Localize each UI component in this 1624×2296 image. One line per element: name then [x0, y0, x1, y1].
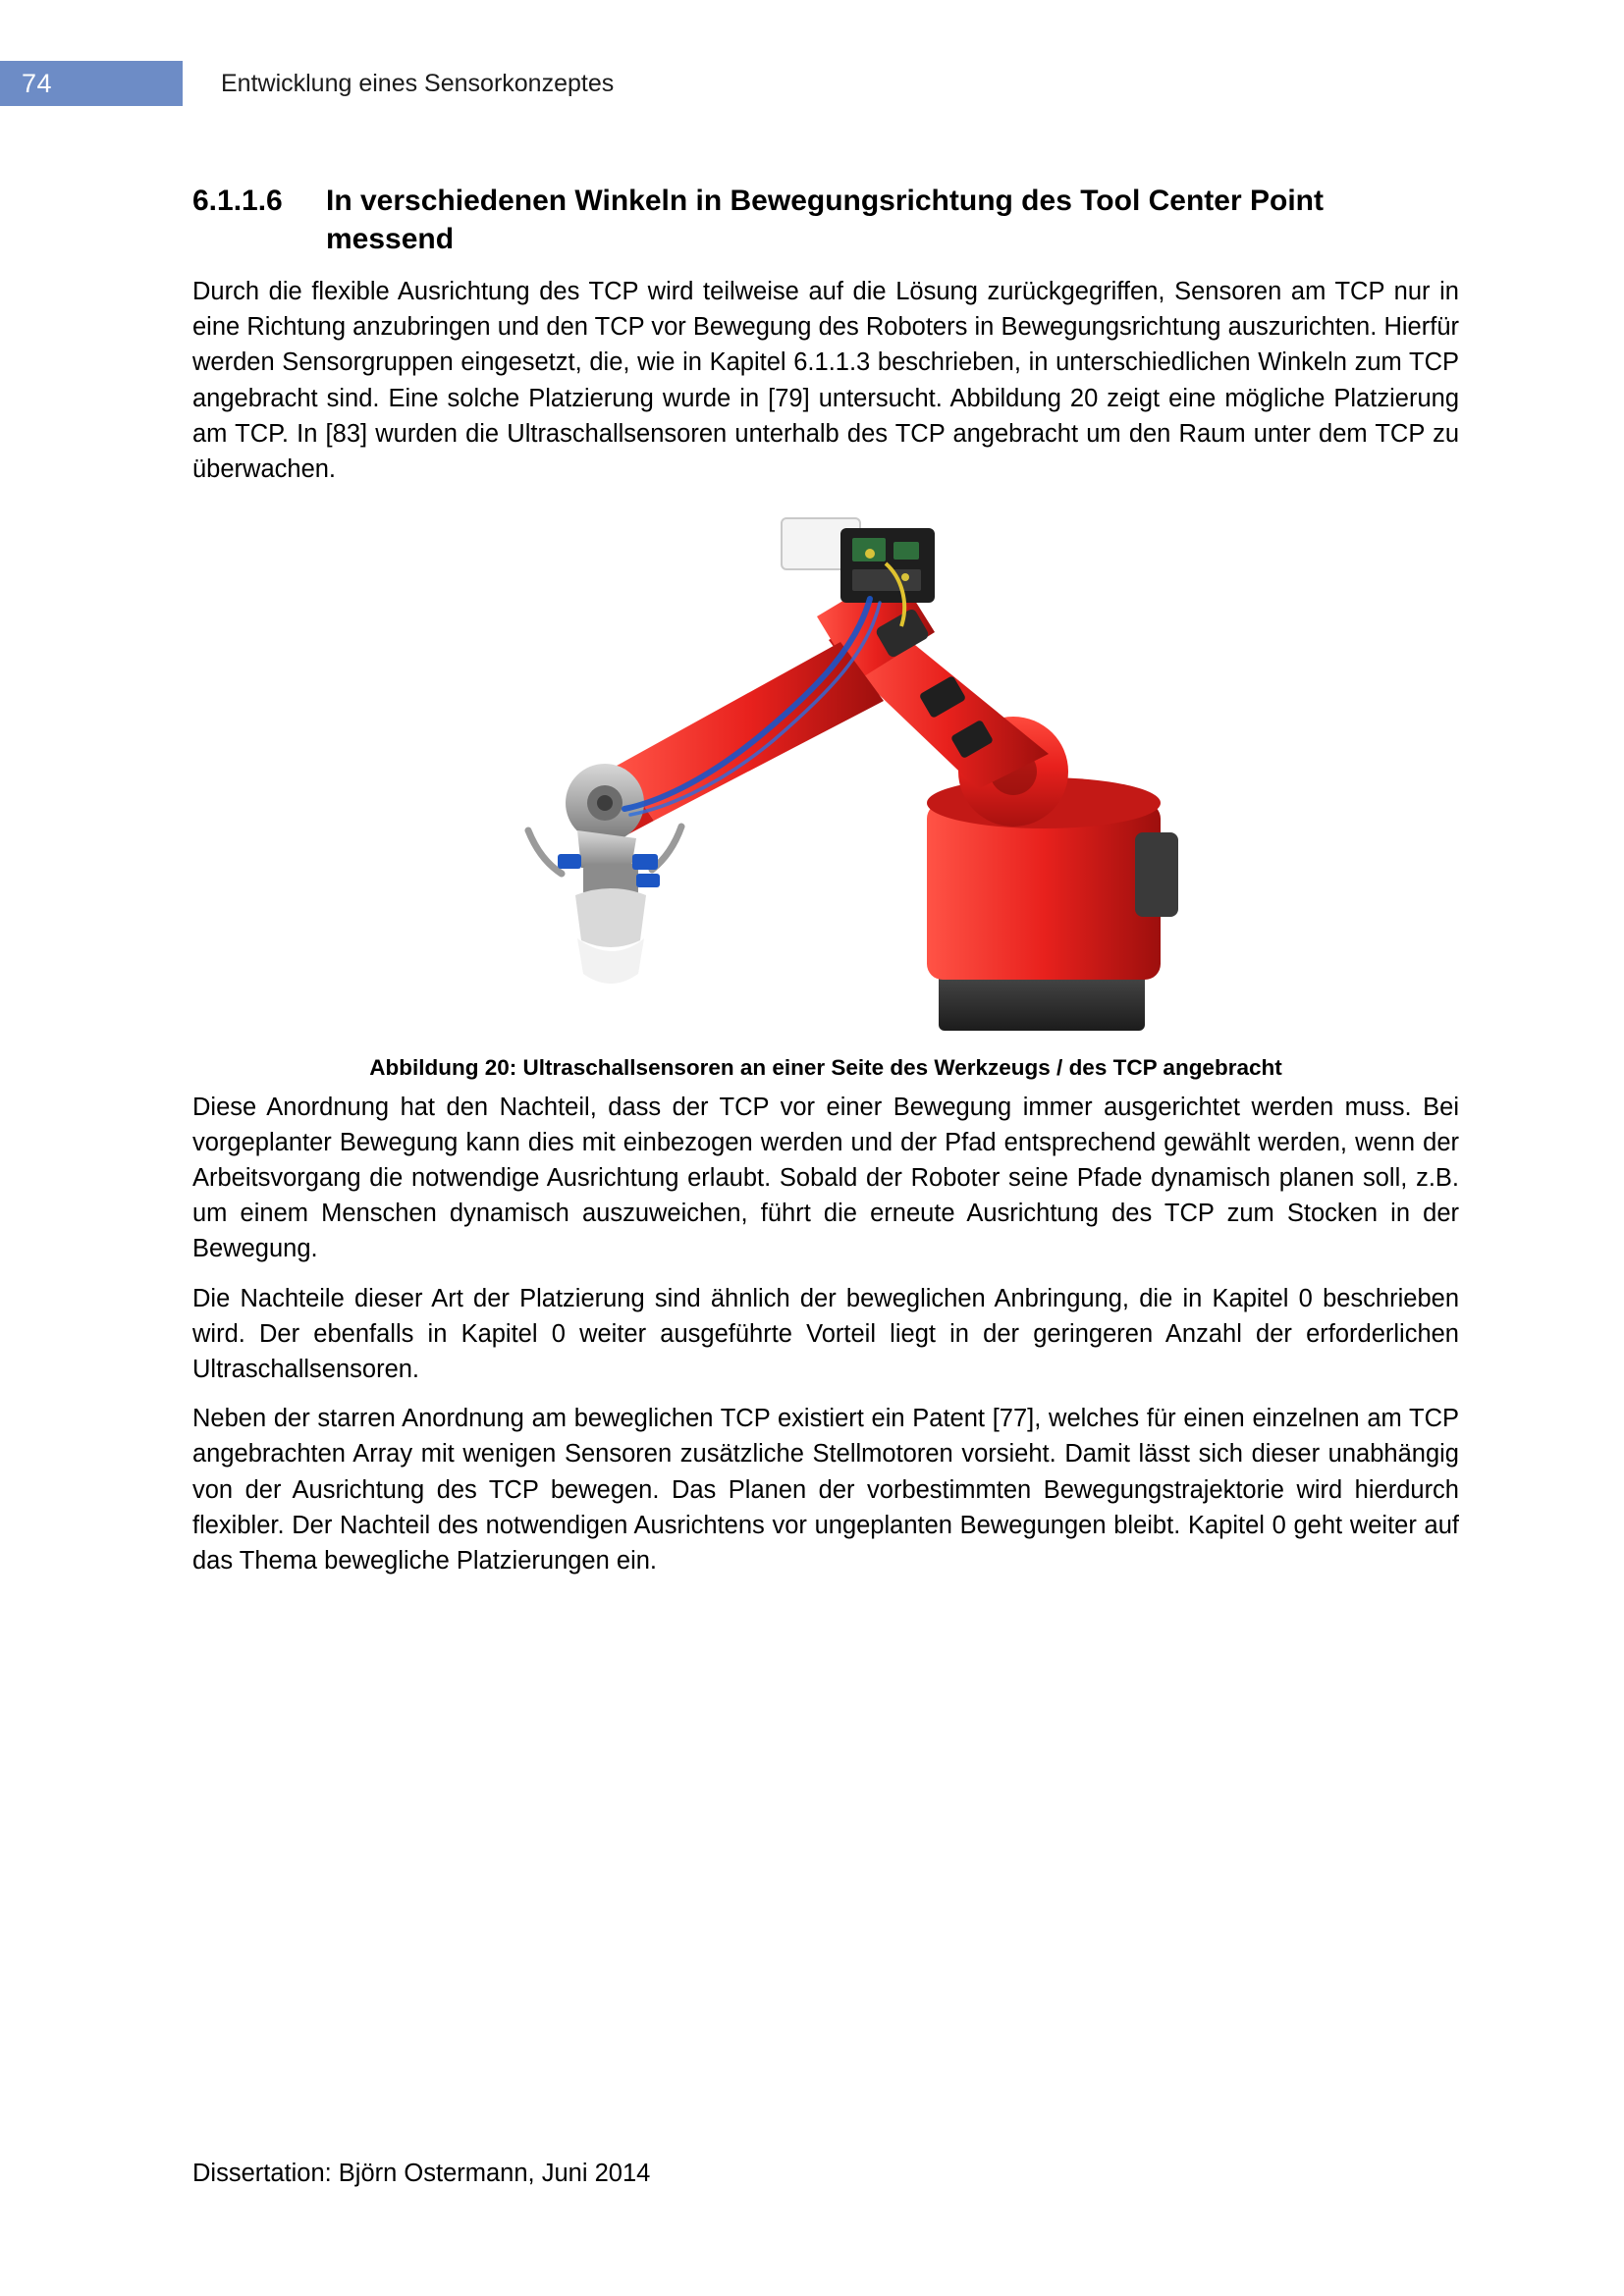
page-number: 74 [0, 61, 183, 106]
page-footer: Dissertation: Björn Ostermann, Juni 2014 [192, 2160, 651, 2187]
figure-caption: Abbildung 20: Ultraschallsensoren an einer Seite des Werkzeugs / des TCP angebracht [369, 1055, 1282, 1081]
section-heading [192, 182, 1459, 258]
robot-illustration [192, 508, 1459, 1043]
paragraph-1: Durch die flexible Ausrichtung des TCP wird teilweise auf die Lösung zurückgegriffen, Sensoren am TCP nur in eine Richtung anzubringen und den TCP vor Bewegung des Roboters in Bewegungsrichtung auszurichten. Hierfür werden Sensorgruppen eingesetzt, die, wie in Kapitel 6.1.1.3 beschrieben, in unterschiedlichen Winkeln zum TCP angebracht sind. Eine solche Platzierung wurde in [79] untersucht. Abbildung 20 zeigt eine mögliche Platzierung am TCP. In [83] wurden die Ultraschallsensoren unterhalb des TCP angebracht um den Raum unter dem TCP zu überwachen. [192, 278, 1459, 484]
robot-photo [192, 508, 1459, 1043]
paragraph-2: Diese Anordnung hat den Nachteil, dass der TCP vor einer Bewegung immer ausgerichtet werden muss. Bei vorgeplanter Bewegung kann dies mit einbezogen werden und der Pfad entsprechend gewählt werden, wenn der Arbeitsvorgang die notwendige Ausrichtung erlaubt. Sobald der Roboter seine Pfade dynamisch planen soll, z.B. um einem Menschen dynamisch auszuweichen, führt die erneute Ausrichtung des TCP zum Stocken in der Bewegung. [192, 1093, 1459, 1263]
section-number: 6.1.1.6 [192, 185, 283, 217]
paragraph-3: Die Nachteile dieser Art der Platzierung sind ähnlich der beweglichen Anbringung, die in Kapitel 0 beschrieben wird. Der ebenfalls in Kapitel 0 weiter ausgeführte Vorteil liegt in der geringeren Anzahl der erforderlichen Ultraschallsensoren. [192, 1284, 1459, 1384]
figure-20 [192, 508, 1459, 1083]
chapter-title: Entwicklung eines Sensorkonzeptes [221, 70, 615, 97]
page-content [192, 182, 1459, 1578]
page-header [0, 61, 1624, 106]
section-title: In verschiedenen Winkeln in Bewegungsrichtung des Tool Center Point messend [326, 185, 1324, 255]
paragraph-4: Neben der starren Anordnung am beweglichen TCP existiert ein Patent [77], welches für einen einzelnen am TCP angebrachten Array mit wenigen Sensoren zusätzliche Stellmotoren vorsieht. Damit lässt sich dieser unabhängig von der Ausrichtung des TCP bewegen. Das Planen der vorbestimmten Bewegungstrajektorie wird hierdurch flexibler. Der Nachteil des notwendigen Ausrichtens vor ungeplanten Bewegungen bleibt. Kapitel 0 geht weiter auf das Thema bewegliche Platzierungen ein. [192, 1405, 1459, 1575]
